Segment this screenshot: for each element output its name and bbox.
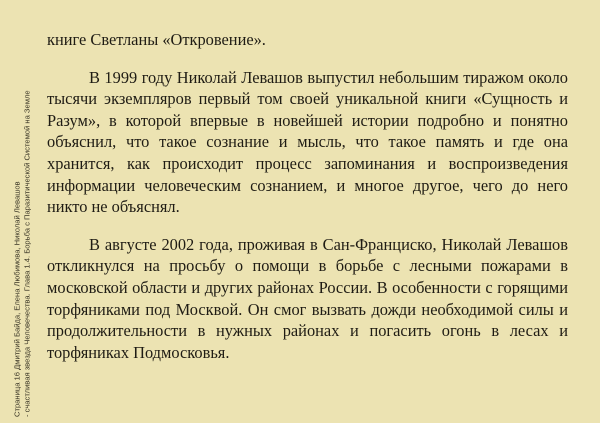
paragraph-1999: В 1999 году Николай Левашов выпустил небольшим тиражом около тысячи экземпляров первый том своей уникальной книги «Сущность и Разум», в которой впервые в новейшей истории подробно и понятно объяснил, что такое сознание и мысль, что такое память и где она хранится, как происходит процесс запоминания и воспроизведения информации человеческим сознанием, и многое другое, чего до него никто не объяснял. [47,67,568,217]
side-margin-text [12,7,31,417]
side-margin-line-chapter: - счастливая звезда Человечества. Глава 1.4. Борьба с Паразитической Системой на Земле [22,90,31,417]
paragraph-2002: В августе 2002 года, проживая в Сан-Франциско, Николай Левашов откликнулся на просьбу о помощи в борьбе с лесными пожарами в московской области и других районах России. В особенности с горящими торфяниками под Москвой. Он смог вызвать дожди необходимой силы и продолжительности в нужных районах и погасить огонь в лесах и торфяниках Подмосковья. [47,234,568,362]
side-margin [0,0,44,423]
paragraph-continuation: книге Светланы «Откровение». [47,30,266,49]
document-body [47,29,568,363]
side-margin-line-page-authors: Страница 16 Дмитрий Байда, Елена Любимова, Николай Левашов [12,181,22,417]
